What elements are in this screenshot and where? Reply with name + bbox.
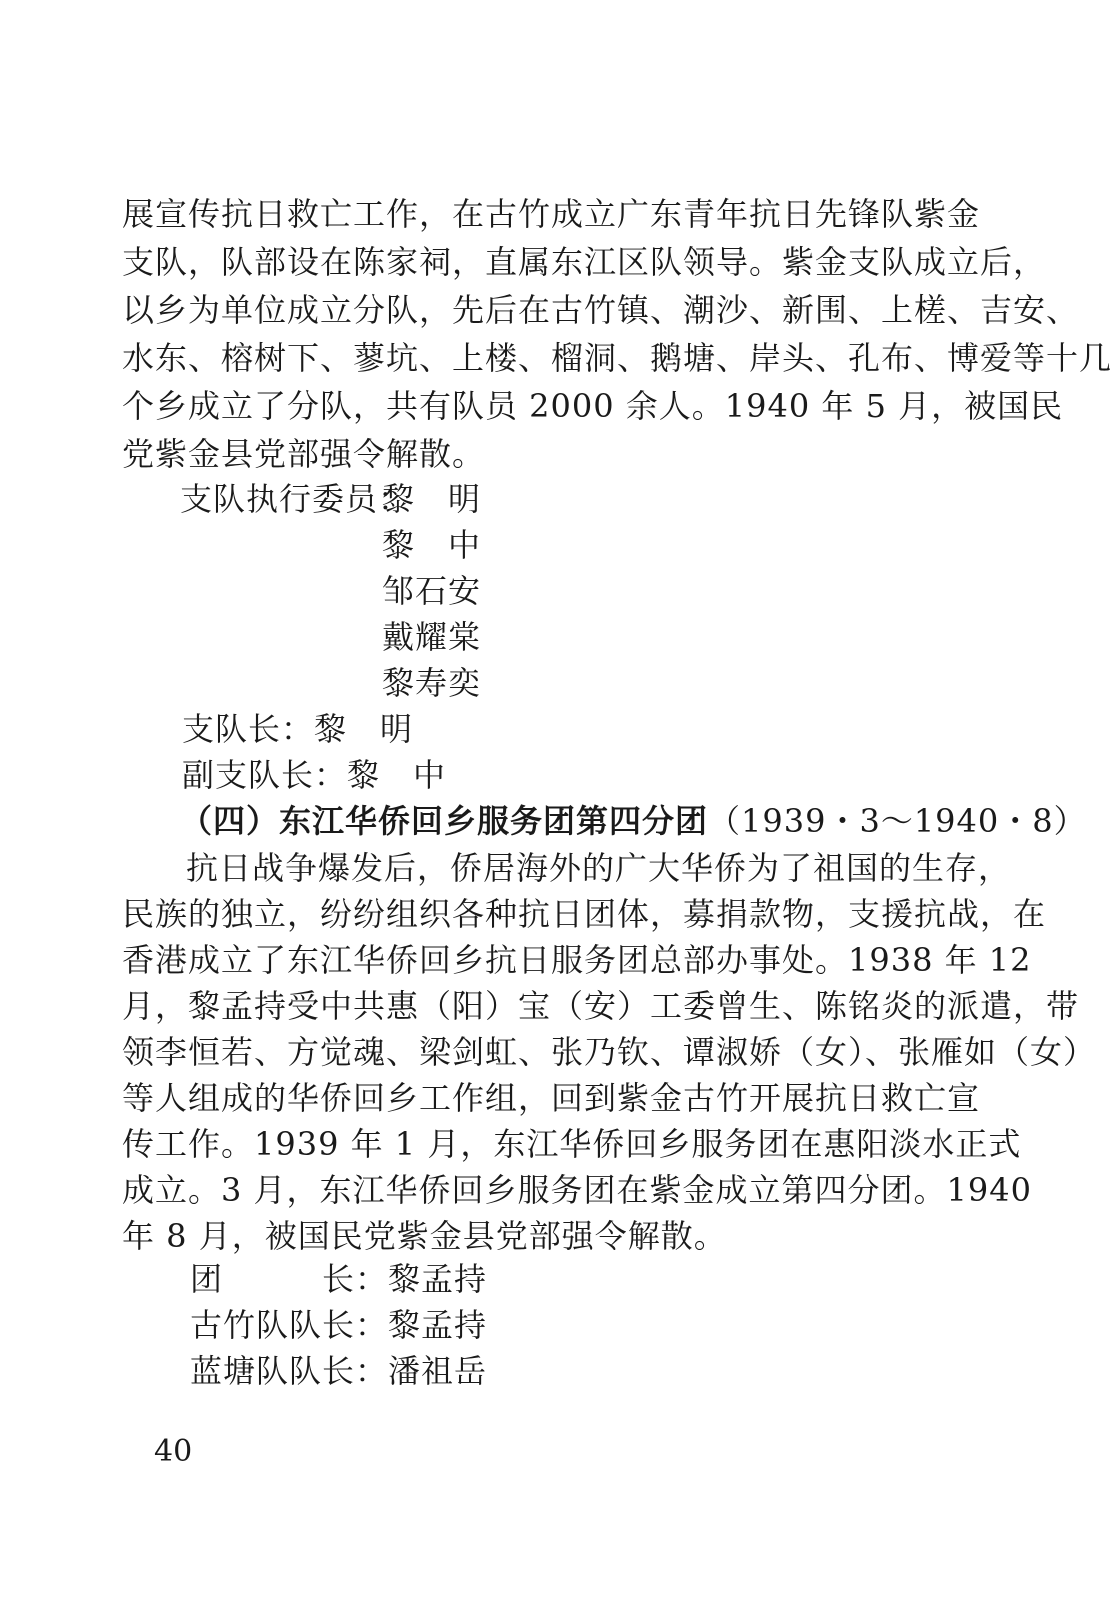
position-line: 古竹队队长：黎孟持 xyxy=(190,1306,488,1344)
leader-line: 支队长：黎 明 xyxy=(182,710,414,748)
paragraph-line: 成立。3 月，东江华侨回乡服务团在紫金成立第四分团。1940 xyxy=(122,1171,1032,1209)
paragraph-line: 党紫金县党部强令解散。 xyxy=(122,435,486,473)
executive-label: 支队执行委员： xyxy=(180,480,412,518)
paragraph-line: 个乡成立了分队，共有队员 2000 余人。1940 年 5 月，被国民 xyxy=(122,387,1064,425)
executive-member: 黎 中 xyxy=(382,526,482,564)
paragraph-line: 民族的独立，纷纷组织各种抗日团体，募捐款物，支援抗战，在 xyxy=(122,895,1047,933)
paragraph-line: 以乡为单位成立分队，先后在古竹镇、潮沙、新围、上槎、吉安、 xyxy=(122,291,1080,329)
paragraph-line: 月，黎孟持受中共惠（阳）宝（安）工委曾生、陈铭炎的派遣，带 xyxy=(122,987,1080,1025)
paragraph-line: 年 8 月，被国民党紫金县党部强令解散。 xyxy=(122,1217,727,1255)
section-heading-dates: （1939・3～1940・8） xyxy=(708,802,1087,840)
executive-member: 黎寿奕 xyxy=(382,664,482,702)
paragraph-line: 香港成立了东江华侨回乡抗日服务团总部办事处。1938 年 12 xyxy=(122,941,1032,979)
section-heading xyxy=(180,798,1087,844)
paragraph-line: 水东、榕树下、蓼坑、上楼、榴洞、鹅塘、岸头、孔布、博爱等十几 xyxy=(122,339,1112,377)
section-heading-title: （四）东江华侨回乡服务团第四分团 xyxy=(180,802,709,840)
paragraph-line: 等人组成的华侨回乡工作组，回到紫金古竹开展抗日救亡宣 xyxy=(122,1079,981,1117)
paragraph-line: 传工作。1939 年 1 月，东江华侨回乡服务团在惠阳淡水正式 xyxy=(122,1125,1022,1163)
paragraph-line: 支队，队部设在陈家祠，直属东江区队领导。紫金支队成立后， xyxy=(122,243,1047,281)
executive-member: 黎 明 xyxy=(382,480,482,518)
deputy-leader-line: 副支队长：黎 中 xyxy=(182,756,447,794)
paragraph-line: 领李恒若、方觉魂、梁剑虹、张乃钦、谭淑娇（女）、张雁如（女） xyxy=(122,1033,1097,1071)
page-number: 40 xyxy=(154,1434,193,1469)
executive-member: 戴耀棠 xyxy=(382,618,482,656)
paragraph-line: 抗日战争爆发后，侨居海外的广大华侨为了祖国的生存， xyxy=(186,849,1012,887)
executive-member: 邹石安 xyxy=(382,572,482,610)
paragraph-line: 展宣传抗日救亡工作，在古竹成立广东青年抗日先锋队紫金 xyxy=(122,195,981,233)
position-line: 团 长：黎孟持 xyxy=(190,1260,488,1298)
position-line: 蓝塘队队长：潘祖岳 xyxy=(190,1352,488,1390)
